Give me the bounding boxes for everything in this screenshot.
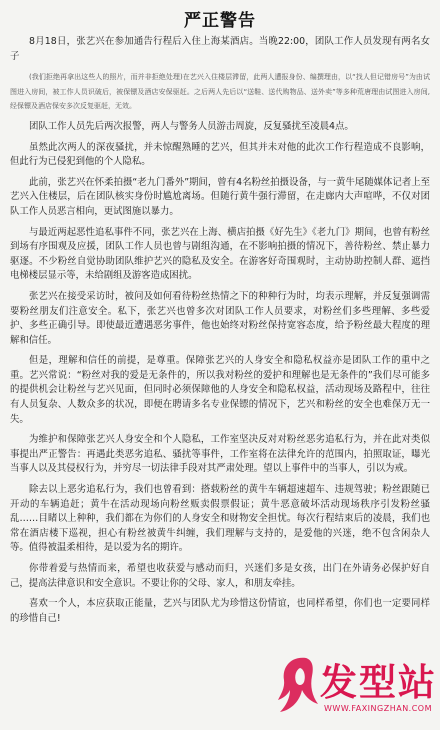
watermark: [276, 652, 436, 728]
paragraph-note: (我们拒绝再拿出这些人的照片，而并非拒绝处理)在艺兴入住楼层滞留，此两人遭报身份、编撰理由，以“找人但记错房号”为由试图进入房间，被工作人员识破后，被保镖及酒店安保驱赶。之后两人先后以“送鞋、送代购物品、送外卖”等多种荒唐理由试图进入房间,经保镖及酒店保安多次反复驱赶，无效。: [10, 73, 430, 111]
paragraph-8: 但是，理解和信任的前提，是尊重。保障张艺兴的人身安全和隐私权益亦是团队工作的重中之重。艺兴常说：“粉丝对我的爱是无条件的，所以我对粉丝的爱护和理解也是无条件的”我们尽可能多的提供机会让粉丝与艺兴见面，但同时必须保障他的人身安全和隐私权益，活动现场及路程中，往往有人员复杂、人数众多的状况，即便在聘请多名专业保镖的情况下，艺兴和粉丝的安全也难保万无一失。: [10, 355, 430, 425]
paragraph-5: 此前，张艺兴在怀柔拍摄“老九门番外”期间，曾有4名粉丝拍摄设备，与一黄牛尾随媒体记者上至艺兴入住楼层，后在团队核实身份时尴尬离场。但随行黄牛强行滞留，在走廊内大声喧哗，不仅对团队工作人员恶言相向，更试图施以暴力。: [10, 176, 430, 217]
paragraph-10: 除去以上恶劣追私行为，我们也曾看到：搭载粉丝的黄牛车辆超速超车、违规驾驶；粉丝跟随已开动的车辆追赶；黄牛在活动现场向粉丝贩卖假票假证；黄牛恶意破坏活动现场秩序引发粉丝骚乱……目睹以上种种，我们都在为你们的人身安全和财物安全担忧。每次行程结束后的凌晨，我们也常在酒店楼下巡视，担心有粉丝被黄牛纠缠，我们理解与支持的，是爱他的兴迷，绝不包含闲杂人等。值得被温柔相待，是以爱为名的期许。: [10, 484, 430, 554]
paragraph-7: 张艺兴在接受采访时，被问及如何看待粉丝热情之下的种种行为时，均表示理解，并反复强调需要粉丝朋友们注意安全。私下，张艺兴也曾多次对团队工作人员要求，对粉丝们多些理解、多些爱护、多些正确引导。即使最近遭遇恶劣事件，他也始终对粉丝保持宽容态度，给予粉丝最大程度的理解和信任。: [10, 290, 430, 346]
paragraph-3: 团队工作人员先后两次报警，两人与警务人员游击周旋，反复骚扰至凌晨4点。: [29, 120, 354, 132]
watermark-url: WWW.FAXINGZHAN.COM: [324, 704, 432, 713]
page-title: 严正警告: [184, 11, 256, 31]
paragraph-2: [10, 70, 430, 114]
paragraph-11: 你带着爱与热情而来，希望也收获爱与感动而归，兴迷们多是女孩，出门在外请务必保护好自己，提高法律意识和安全意识。不要让你的父母、家人，和朋友牵挂。: [10, 563, 430, 589]
woman-hair-silhouette-icon: [276, 654, 320, 716]
paragraph-1: 8月18日，张艺兴在参加通告行程后入住上海某酒店。当晚22:00，团队工作人员发现有两名女子: [10, 36, 430, 62]
paragraph-6: 与最近两起恶性追私事件不同，张艺兴在上海、横店拍摄《好先生》《老九门》期间，也曾有粉丝到场有序围观及应援，团队工作人员也曾与剧组沟通，在不影响拍摄的情况下，善待粉丝、禁止暴力驱逐。不少粉丝自觉协助团队维护艺兴的隐私及安全。在游客好奇围观时，主动协助控制人群、遮挡电梯楼层显示等，未给剧组及游客造成困扰。: [10, 226, 430, 282]
watermark-title: 发型站: [320, 660, 437, 704]
paragraph-9: 为维护和保障张艺兴人身安全和个人隐私，工作室坚决反对对粉丝恶劣追私行为，并在此对类似事提出严正警告：再遇此类恶劣追私、骚扰等事件，工作室将在法律允许的范围内，拍照取证，曝光当事人以及其侵权行为，并穷尽一切法律手段对其严肃处理。望以上事件中的当事人，引以为戒。: [10, 434, 430, 475]
paragraph-12: 喜欢一个人，本应获取正能量，艺兴与团队尤为珍惜这份情谊，也同样希望，你们也一定要同样的珍惜自己!: [10, 598, 430, 624]
paragraph-4: 虽然此次两人的深夜骚扰，并未惊醒熟睡的艺兴，但其并未对他的此次工作行程造成不良影响，但此行为已侵犯到他的个人隐私。: [10, 141, 430, 168]
